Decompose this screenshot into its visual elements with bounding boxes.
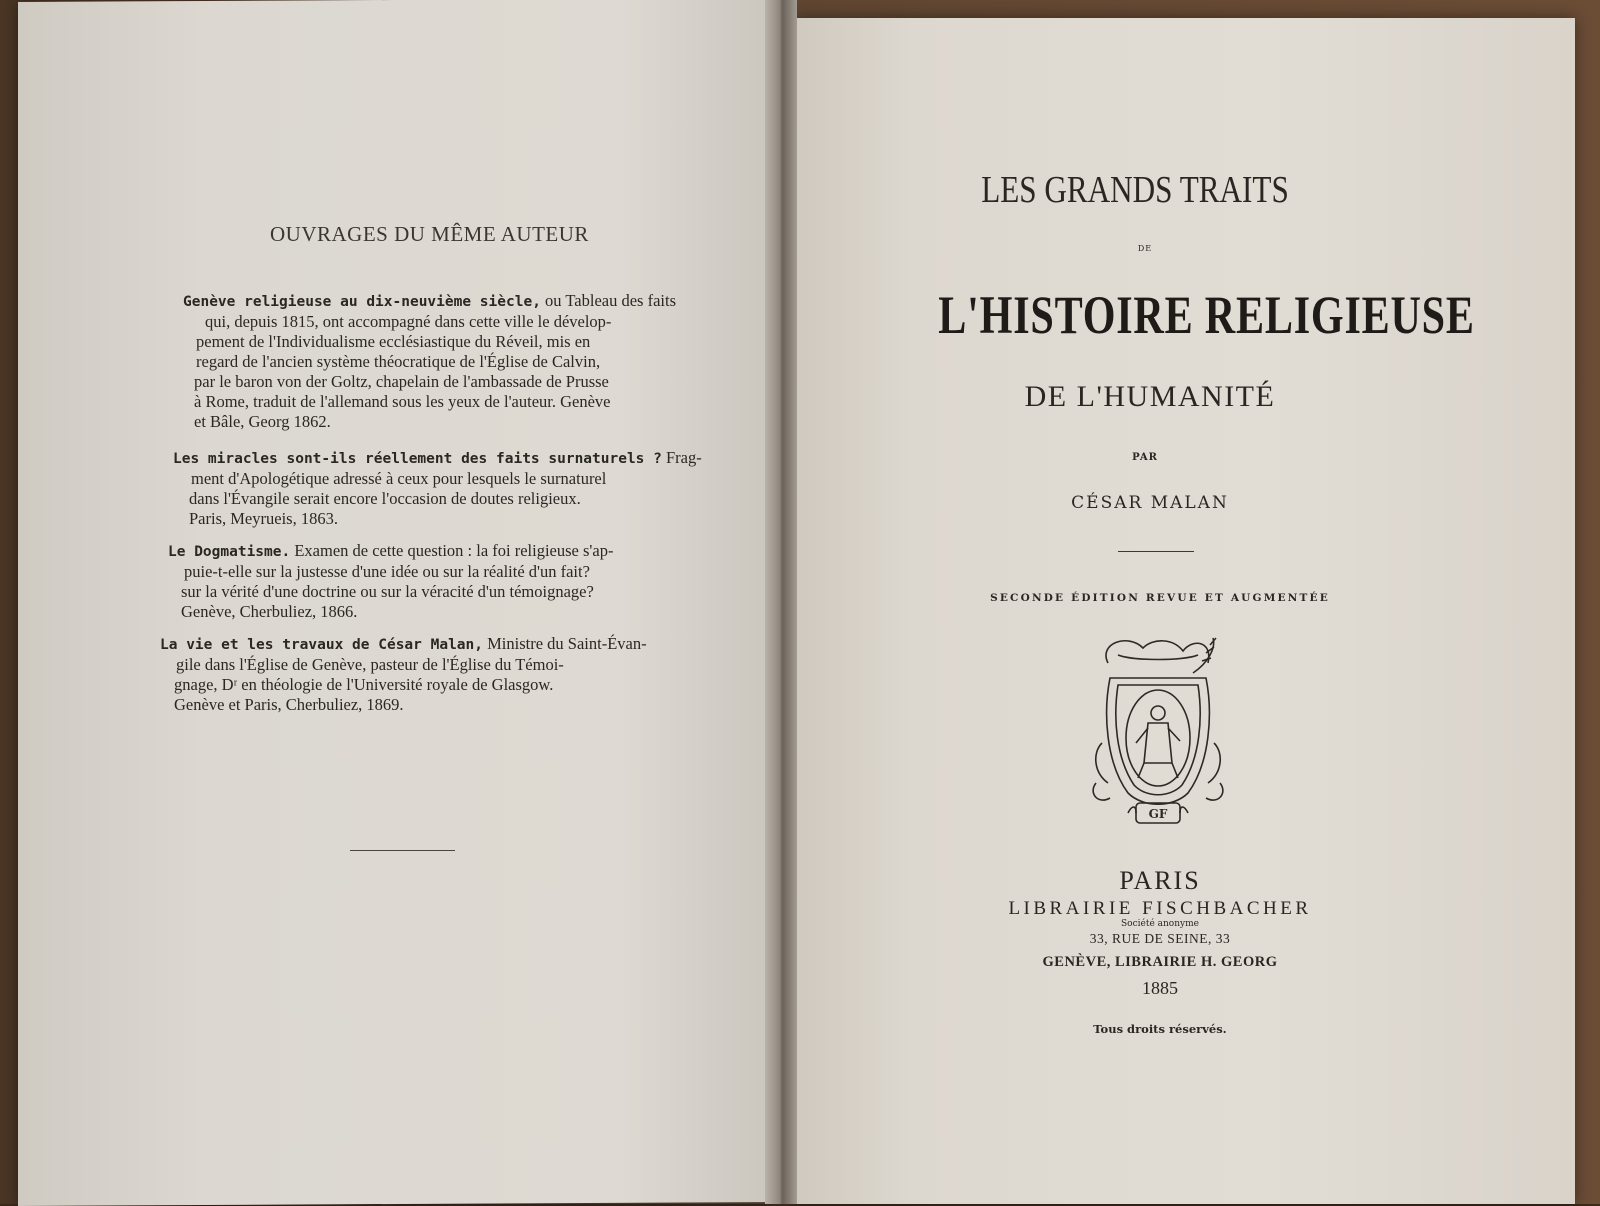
work-title: Genève religieuse au dix-neuvième siècle,: [183, 294, 541, 310]
work-entry-3: Le Dogmatisme. Examen de cette question : la foi religieuse s'ap- puie-t-elle sur la justesse d'une idée ou sur la réalité d'un fait? sur la vérité d'une doctrine ou sur la véracité d'un témoignage? Genève, Cherbuliez, 1866.: [168, 541, 614, 621]
title-line-1: LES GRANDS TRAITS: [981, 169, 1289, 211]
title-rule: [1118, 551, 1194, 552]
publication-city: PARIS: [1119, 866, 1201, 895]
publication-year: 1885: [1142, 978, 1178, 998]
publisher-note: Société anonyme: [1121, 919, 1199, 929]
edition-note: SECONDE ÉDITION REVUE ET AUGMENTÉE: [990, 592, 1330, 604]
publisher-name: LIBRAIRIE FISCHBACHER: [1008, 898, 1312, 919]
publisher-emblem-icon: [1088, 633, 1228, 833]
works-heading: OUVRAGES DU MÊME AUTEUR: [270, 222, 589, 246]
second-publisher: GENÈVE, LIBRAIRIE H. GEORG: [1042, 954, 1278, 970]
work-entry-1: Genève religieuse au dix-neuvième siècle, ou Tableau des faits qui, depuis 1815, ont accompagné dans cette ville le dévelop- pement de l'Individualisme ecclésiastique du Réveil, mis en regard de l'ancien système théocratique de l'Église de Calvin, par le baron von der Goltz, chapelain de l'ambassade de Prusse à Rome, traduit de l'allemand sous les yeux de l'auteur. Genève et Bâle, Georg 1862.: [183, 291, 677, 431]
work-title: La vie et les travaux de César Malan,: [160, 637, 484, 653]
publisher-address: 33, RUE DE SEINE, 33: [1089, 931, 1231, 946]
rights-notice: Tous droits réservés.: [1093, 1022, 1227, 1036]
title-connector-de: DE: [1137, 244, 1153, 253]
left-page-rule: [350, 850, 455, 851]
title-line-2: L'HISTOIRE RELIGIEUSE: [938, 285, 1475, 345]
author-name: CÉSAR MALAN: [1071, 493, 1229, 513]
work-title: Le Dogmatisme.: [168, 544, 291, 560]
book-gutter: [765, 0, 797, 1204]
work-entry-2: Les miracles sont-ils réellement des faits surnaturels ? Frag- ment d'Apologétique adressé à ceux pour lesquels le surnaturel dans l'Évangile serait encore l'occasion de doutes religieux. Paris, Meyrueis, 1863.: [173, 448, 702, 528]
by-label: PAR: [1132, 452, 1158, 463]
title-line-3: DE L'HUMANITÉ: [1024, 380, 1276, 413]
work-title: Les miracles sont-ils réellement des faits surnaturels ?: [173, 451, 662, 467]
emblem-monogram: GF: [1148, 807, 1168, 821]
work-entry-4: La vie et les travaux de César Malan, Ministre du Saint-Évan- gile dans l'Église de Genève, pasteur de l'Église du Témoi- gnage, Dʳ en théologie de l'Université royale de Glasgow. Genève et Paris, Cherbuliez, 1869.: [160, 634, 647, 714]
